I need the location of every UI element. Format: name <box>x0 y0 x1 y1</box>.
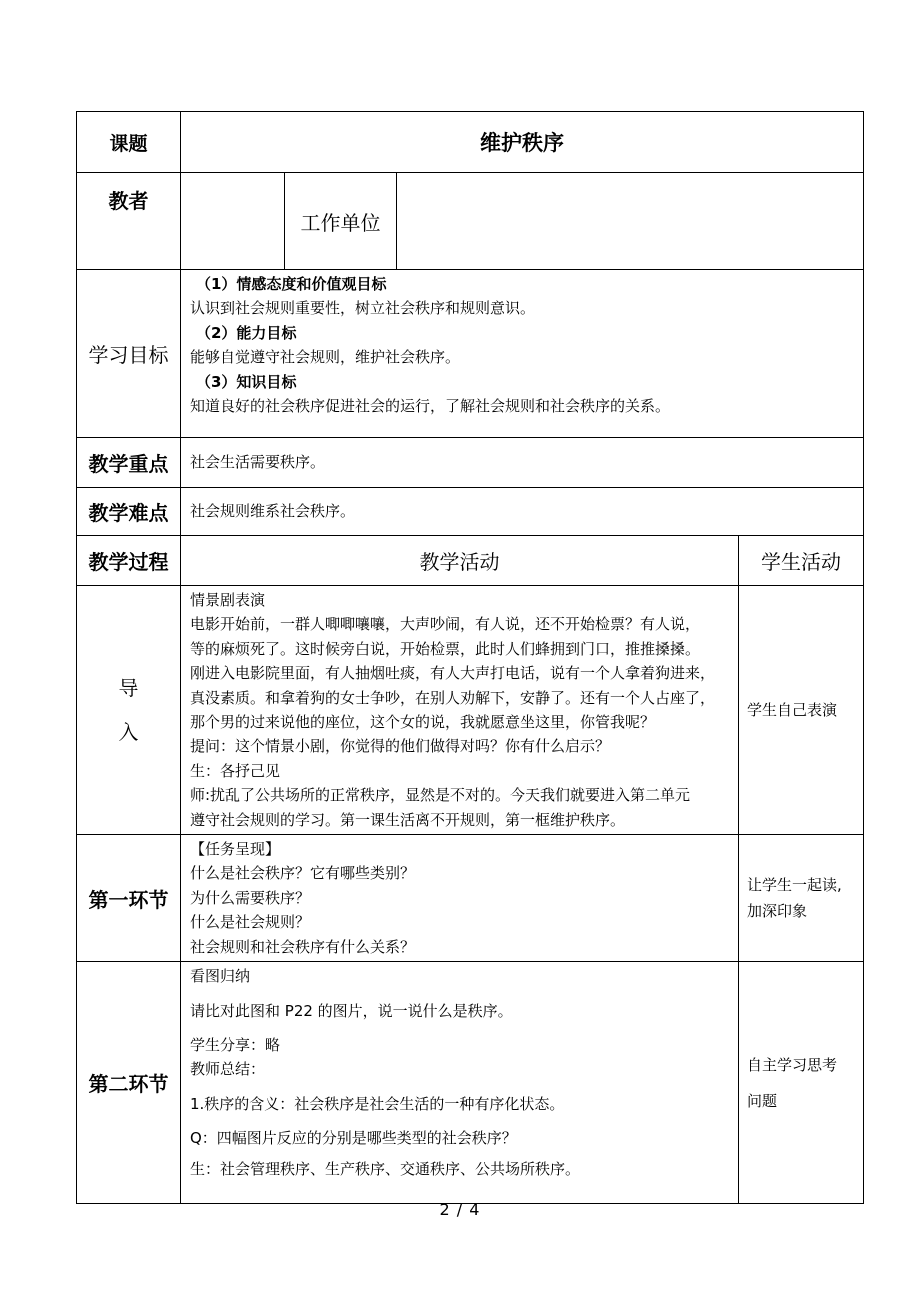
goal-text: 知道良好的社会秩序促进社会的运行，了解社会规则和社会秩序的关系。 <box>190 397 671 416</box>
spacer <box>190 1023 730 1033</box>
step2-student-activity <box>739 962 864 1204</box>
student-activity-header: 学生活动 <box>739 536 864 586</box>
intro-label <box>77 586 181 835</box>
step2-row <box>77 962 864 1204</box>
step1-row <box>77 835 864 962</box>
teacher-activity-header: 教学活动 <box>181 536 739 586</box>
goals-label: 学习目标 <box>77 270 181 438</box>
goals-content <box>181 270 864 438</box>
step2-student-line: 问题 <box>747 1091 778 1110</box>
step2-line: 教师总结： <box>190 1060 266 1079</box>
step1-line: 社会规则和社会秩序有什么关系？ <box>190 937 416 956</box>
teacher-value <box>181 173 285 270</box>
topic-label: 课题 <box>77 112 181 173</box>
goal-text: 认识到社会规则重要性，树立社会秩序和规则意识。 <box>190 299 536 318</box>
intro-label-char: 导 <box>118 676 139 701</box>
spacer <box>190 1082 730 1092</box>
lesson-plan-table <box>76 111 864 1204</box>
spacer <box>190 989 730 999</box>
intro-label-char: 入 <box>118 720 139 745</box>
step2-line: 1.秩序的含义：社会秩序是社会生活的一种有序化状态。 <box>190 1094 565 1113</box>
spacer <box>190 1116 730 1126</box>
intro-content <box>181 586 739 835</box>
step2-student-line: 自主学习思考 <box>747 1055 838 1074</box>
goals-row <box>77 270 864 438</box>
intro-line: 遵守社会规则的学习。第一课生活离不开规则，第一框维护秩序。 <box>190 810 626 829</box>
step1-content <box>181 835 739 962</box>
step1-line: 【任务呈现】 <box>190 840 281 859</box>
key-point-text: 社会生活需要秩序。 <box>181 438 864 488</box>
teacher-row <box>77 173 864 270</box>
unit-label: 工作单位 <box>285 173 397 270</box>
step2-line: Q：四幅图片反应的分别是哪些类型的社会秩序？ <box>190 1129 517 1148</box>
intro-line: 师:扰乱了公共场所的正常秩序，显然是不对的。今天我们就要进入第二单元 <box>190 786 691 805</box>
goal-heading: （2）能力目标 <box>196 323 297 342</box>
goal-heading: （1）情感态度和价值观目标 <box>196 275 387 293</box>
step2-line: 生：社会管理秩序、生产秩序、交通秩序、公共场所秩序。 <box>190 1159 581 1178</box>
step2-label: 第二环节 <box>77 962 181 1204</box>
intro-line: 提问：这个情景小剧，你觉得的他们做得对吗？你有什么启示？ <box>190 737 611 756</box>
intro-row <box>77 586 864 835</box>
goal-text: 能够自觉遵守社会规则，维护社会秩序。 <box>190 348 461 367</box>
step2-line: 请比对此图和 P22 的图片，说一说什么是秩序。 <box>190 1001 513 1020</box>
intro-line: 真没素质。和拿着狗的女士争吵，在别人劝解下，安静了。还有一个人占座了， <box>190 688 716 707</box>
step2-content <box>181 962 739 1204</box>
step1-student-line: 让学生一起读, <box>747 876 842 895</box>
difficulty-label: 教学难点 <box>77 488 181 536</box>
teacher-label: 教者 <box>77 173 181 270</box>
key-point-row <box>77 438 864 488</box>
intro-line: 情景剧表演 <box>190 591 266 609</box>
intro-student-activity: 学生自己表演 <box>739 586 864 835</box>
topic-value: 维护秩序 <box>181 112 864 173</box>
intro-line: 那个男的过来说他的座位，这个女的说，我就愿意坐这里，你管我呢？ <box>190 713 656 732</box>
step1-student-activity <box>739 835 864 962</box>
step1-line: 为什么需要秩序？ <box>190 888 311 907</box>
step1-student-line: 加深印象 <box>747 902 808 921</box>
intro-line: 等的麻烦死了。这时候旁白说，开始检票，此时人们蜂拥到门口，推推搡搡。 <box>190 639 701 658</box>
difficulty-text: 社会规则维系社会秩序。 <box>181 488 864 536</box>
process-header: 教学过程 <box>77 536 181 586</box>
step1-line: 什么是社会规则？ <box>190 913 311 932</box>
topic-row <box>77 112 864 173</box>
step1-line: 什么是社会秩序？它有哪些类别？ <box>190 864 416 883</box>
step2-line: 看图归纳 <box>190 967 251 986</box>
goal-heading: （3）知识目标 <box>196 372 297 391</box>
intro-line: 生：各抒己见 <box>190 761 281 780</box>
unit-value <box>397 173 864 270</box>
process-header-row <box>77 536 864 586</box>
step2-line: 学生分享：略 <box>190 1035 281 1054</box>
intro-line: 电影开始前，一群人唧唧嚷嚷，大声吵闹，有人说，还不开始检票？有人说， <box>190 615 701 634</box>
intro-line: 刚进入电影院里面，有人抽烟吐痰，有人大声打电话，说有一个人拿着狗进来， <box>190 664 716 683</box>
page-number: 2 / 4 <box>439 1200 481 1219</box>
key-point-label: 教学重点 <box>77 438 181 488</box>
step1-label: 第一环节 <box>77 835 181 962</box>
difficulty-row <box>77 488 864 536</box>
